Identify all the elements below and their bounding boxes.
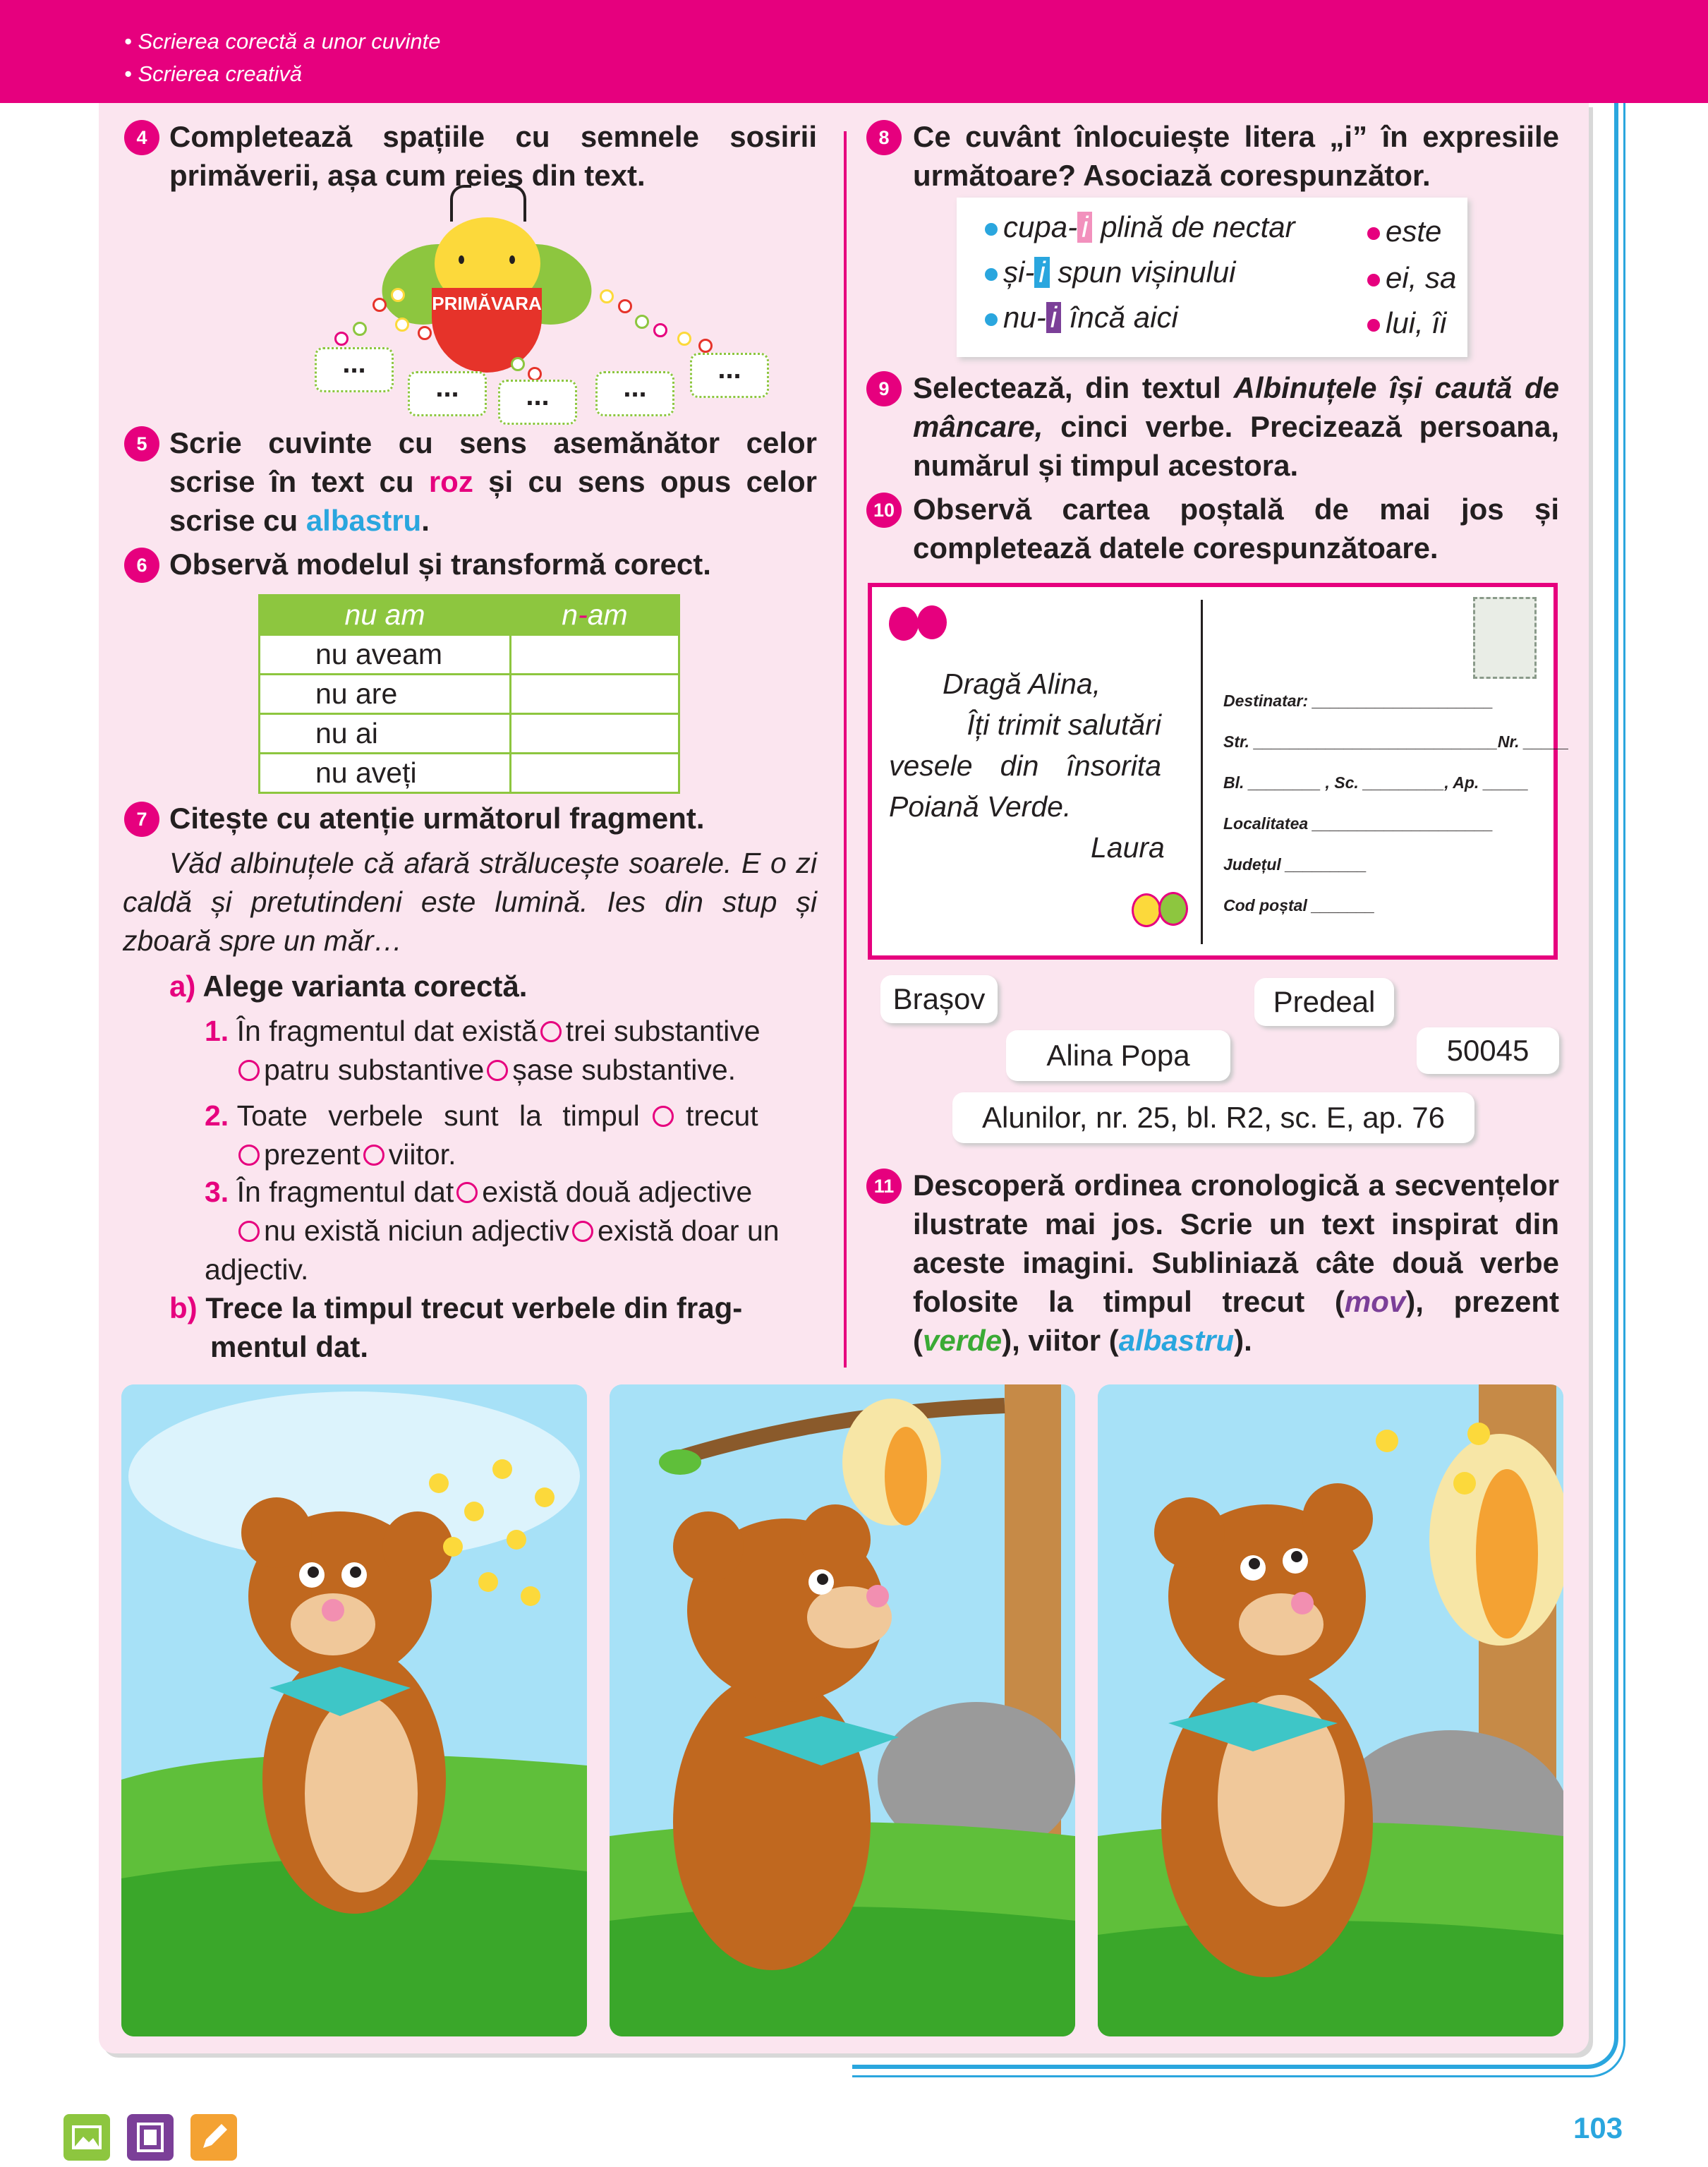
fragment-text: Văd albinuțele că afară strălucește soarele. E o zi caldă și pretutindeni este lumină. Ies din stup și zboară spre un măr…	[123, 847, 817, 957]
field-street: Str. ___________________________Nr. _____	[1223, 732, 1569, 751]
bee-eye	[509, 255, 515, 264]
answer-chip[interactable]: 50045	[1417, 1027, 1559, 1074]
film-icon[interactable]	[127, 2114, 174, 2161]
exercise-11-text	[913, 1166, 1559, 1360]
match-text: spun vișinului	[1049, 255, 1236, 289]
butterfly-icon	[1129, 888, 1192, 937]
match-left-3[interactable]	[985, 301, 1178, 334]
exercise-8-text: Ce cuvânt înlocuiește litera „i” în expresiile următoare? Asociază corespunzător.	[913, 120, 1559, 192]
postcard-line: vesele din însorita	[889, 749, 1161, 782]
page-number: 103	[1573, 2111, 1623, 2144]
q2-option-2: prezent	[264, 1138, 361, 1171]
match-right-3[interactable]	[1367, 306, 1446, 340]
postcard-line: Poiană Verde.	[889, 790, 1072, 823]
exercise-number-10: 10	[866, 493, 902, 528]
transform-table	[258, 594, 680, 794]
ex11-part: Descoperă ordinea cronologică a secvențelor ilustrate mai jos. Scrie un text inspirat din aceste imagini. Subliniază câte două verbe folosite la timpul trecut (	[913, 1169, 1559, 1318]
match-box	[957, 198, 1467, 357]
match-text: și-	[1003, 255, 1035, 289]
answer-chip[interactable]: Alina Popa	[1006, 1030, 1230, 1081]
ex5-part: .	[421, 504, 430, 537]
postcard-greeting: Dragă Alina,	[943, 668, 1101, 700]
bear-bees-illustration	[121, 1384, 587, 2036]
question-2	[205, 1097, 818, 1174]
radio-option[interactable]	[572, 1221, 593, 1242]
match-text: cupa-	[1003, 210, 1078, 243]
ex11-part: ), prezent (	[913, 1285, 1559, 1357]
dot-ring	[677, 332, 691, 346]
story-image-3	[1098, 1384, 1563, 2036]
table-row	[260, 635, 679, 675]
subtask-b	[169, 1288, 817, 1366]
ex11-part: ).	[1234, 1324, 1252, 1357]
q2-option-1: trecut	[686, 1099, 758, 1132]
bullet	[985, 268, 998, 281]
postcard-divider	[1201, 600, 1203, 944]
exercise-9-text	[913, 368, 1559, 485]
answer-box[interactable]: ...	[315, 347, 394, 392]
highlight-i: i	[1077, 212, 1092, 243]
q3-option-2: nu există niciun adjectiv	[264, 1214, 570, 1247]
q3-text: În fragmentul dat	[236, 1176, 454, 1208]
q3-option-1: există două adjective	[482, 1176, 753, 1208]
match-right-2[interactable]	[1367, 261, 1456, 295]
field-judet: Județul _________	[1223, 855, 1367, 874]
q2-num: 2.	[205, 1099, 229, 1132]
match-text: încă aici	[1061, 301, 1178, 334]
bee-antenna	[505, 185, 526, 222]
ex9-part: Selectează, din textul	[913, 371, 1234, 404]
bear-tree-illustration	[610, 1384, 1075, 2036]
field-block: Bl. ________ , Sc. _________, Ap. _____	[1223, 773, 1529, 792]
q1-option-2: patru substantive	[264, 1054, 485, 1086]
table-row	[260, 675, 679, 714]
postcard-line: Îți trimit salutări	[967, 708, 1161, 741]
highlight-i: i	[1034, 257, 1049, 288]
answer-cell[interactable]	[511, 675, 679, 714]
answer-chip[interactable]: Alunilor, nr. 25, bl. R2, sc. E, ap. 76	[952, 1092, 1474, 1143]
exercise-number-11: 11	[866, 1169, 902, 1204]
dot-ring	[395, 318, 409, 332]
field-destinatar: Destinatar: ____________________	[1223, 692, 1494, 710]
answer-cell[interactable]	[511, 754, 679, 793]
ex5-albastru: albastru	[305, 504, 422, 537]
field-label: Bl.	[1223, 773, 1244, 792]
bee-eye	[459, 255, 464, 264]
answer-box[interactable]: ...	[408, 371, 487, 416]
subtask-b-text: Trece la timpul trecut verbele din frag-	[205, 1291, 743, 1324]
table-head-2	[511, 596, 679, 635]
question-1	[205, 1012, 818, 1089]
pencil-icon[interactable]	[190, 2114, 237, 2161]
highlight-i: i	[1046, 302, 1061, 333]
head-apostrophe: -	[578, 598, 588, 631]
exercise-number-9: 9	[866, 371, 902, 406]
table-cell: nu are	[260, 675, 511, 714]
postcard	[868, 583, 1569, 960]
dot-ring	[511, 357, 525, 371]
match-text: este	[1386, 215, 1442, 248]
bullet	[985, 313, 998, 326]
field-label: Destinatar:	[1223, 692, 1309, 710]
subtask-a	[169, 967, 527, 1006]
q3-num: 3.	[205, 1176, 229, 1208]
dot-ring	[528, 367, 542, 381]
table-head-1: nu am	[260, 596, 511, 635]
field-label: Județul	[1223, 855, 1281, 874]
ex11-part: ), viitor (	[1002, 1324, 1119, 1357]
header-tag-1: • Scrierea corectă a unor cuvinte	[124, 29, 441, 54]
q2-text: Toate verbele sunt la timpul	[236, 1099, 640, 1132]
answer-cell[interactable]	[511, 635, 679, 675]
dot-ring	[391, 288, 405, 302]
bullet	[1367, 319, 1380, 332]
story-image-1	[121, 1384, 587, 2036]
bullet	[985, 223, 998, 236]
wing	[917, 605, 947, 639]
radio-option[interactable]	[238, 1221, 260, 1242]
table-cell: nu aveam	[260, 635, 511, 675]
dot-ring	[334, 332, 349, 346]
postcard-signature: Laura	[1091, 831, 1165, 864]
pencil-icon-glyph	[190, 2114, 237, 2161]
page-header	[0, 0, 1708, 103]
radio-option[interactable]	[238, 1145, 260, 1166]
answer-chip[interactable]: Brașov	[880, 975, 998, 1023]
dot-ring	[653, 323, 667, 337]
butterfly-icon	[886, 603, 950, 652]
exercise-number-5: 5	[124, 426, 159, 461]
exercise-number-7: 7	[124, 802, 159, 837]
match-text: nu-	[1003, 301, 1046, 334]
question-3	[205, 1173, 818, 1289]
radio-option[interactable]	[487, 1060, 508, 1081]
exercise-number-6: 6	[124, 548, 159, 583]
ex11-albastru: albastru	[1118, 1324, 1235, 1357]
dot-ring	[635, 315, 649, 329]
match-right-1[interactable]	[1367, 215, 1441, 248]
field-cod: Cod poștal _______	[1223, 896, 1375, 915]
subtask-b-text-2: mentul dat.	[210, 1330, 369, 1363]
table-cell: nu ai	[260, 714, 511, 754]
exercise-number-4: 4	[124, 120, 159, 155]
exercise-5-text	[169, 423, 817, 540]
image-icon[interactable]	[63, 2114, 110, 2161]
column-divider	[844, 131, 847, 1368]
match-left-2[interactable]	[985, 255, 1235, 289]
bee-label: PRIMĂVARA	[432, 293, 542, 314]
radio-option[interactable]	[363, 1145, 384, 1166]
dot-ring	[600, 289, 614, 303]
wing	[1158, 892, 1188, 926]
field-label: Localitatea	[1223, 814, 1309, 833]
ex5-part: și cu sens opus celor scrise cu	[169, 465, 817, 537]
exercise-10-text: Observă cartea poștală de mai jos și completează datele corespunzătoare.	[913, 493, 1559, 565]
ex9-title: Albinuțele își caută de mâncare,	[913, 371, 1559, 443]
q1-option-3: șase substantive.	[512, 1054, 737, 1086]
bullet	[1367, 227, 1380, 240]
film-icon-glyph	[127, 2114, 174, 2161]
q1-text: În fragmentul dat există	[236, 1015, 538, 1047]
q2-option-3: viitor.	[388, 1138, 456, 1171]
bullet	[1367, 274, 1380, 286]
table-cell: nu aveți	[260, 754, 511, 793]
exercise-7-text: Citește cu atenție următorul fragment.	[169, 802, 705, 835]
head-part: n	[562, 598, 579, 631]
subtask-a-text: Alege varianta corectă.	[202, 970, 528, 1003]
match-text: plină de nectar	[1092, 210, 1295, 243]
q1-option-1: trei substantive	[565, 1015, 761, 1047]
table-header	[260, 596, 679, 635]
q1-num: 1.	[205, 1015, 229, 1047]
dot-ring	[618, 299, 632, 313]
dot-ring	[353, 322, 367, 336]
match-text: ei, sa	[1386, 261, 1457, 294]
answer-box[interactable]: ...	[595, 371, 674, 416]
dot-ring	[418, 326, 432, 340]
radio-option[interactable]	[653, 1106, 674, 1127]
field-label: , Ap.	[1444, 773, 1479, 792]
ex5-roz: roz	[428, 465, 473, 498]
answer-box[interactable]: ...	[690, 353, 769, 398]
head-part: am	[587, 598, 628, 631]
field-localitate: Localitatea ____________________	[1223, 814, 1494, 833]
field-label: Nr.	[1497, 732, 1520, 751]
subtask-a-label: a)	[169, 970, 196, 1003]
subtask-b-label: b)	[169, 1291, 198, 1324]
ex9-part: cinci verbe. Precizează persoana, numărul și timpul acestora.	[913, 410, 1559, 482]
field-label: , Sc.	[1325, 773, 1359, 792]
bee-antenna	[450, 185, 471, 222]
field-label: Cod poștal	[1223, 896, 1307, 915]
dot-ring	[373, 298, 387, 312]
ex11-verde: verde	[923, 1324, 1003, 1357]
wing	[889, 607, 919, 641]
header-tag-2: • Scrierea creativă	[124, 61, 303, 86]
image-icon-glyph	[63, 2114, 110, 2161]
radio-option[interactable]	[456, 1182, 478, 1203]
exercise-6-text: Observă modelul și transformă corect.	[169, 548, 711, 581]
story-image-2	[610, 1384, 1075, 2036]
q3-option-3: există doar un adjectiv.	[205, 1214, 780, 1286]
exercise-4-text: Completează spațiile cu semnele sosirii primăverii, așa cum reies din text.	[169, 120, 817, 192]
answer-box[interactable]: ...	[498, 380, 577, 425]
answer-chip[interactable]: Predeal	[1254, 978, 1394, 1026]
radio-option[interactable]	[540, 1021, 562, 1042]
postage-stamp	[1473, 597, 1537, 679]
bear-hive-illustration	[1098, 1384, 1563, 2036]
dot-ring	[698, 339, 713, 353]
exercise-number-8: 8	[866, 120, 902, 155]
match-left-1[interactable]	[985, 210, 1295, 244]
wing	[1132, 893, 1161, 927]
header-tags	[124, 25, 441, 90]
match-text: lui, îi	[1386, 306, 1447, 339]
table-row	[260, 754, 679, 793]
ex5-part: Scrie cuvinte cu sens asemănător celor scrise în text cu	[169, 426, 817, 498]
answer-cell[interactable]	[511, 714, 679, 754]
field-label: Str.	[1223, 732, 1250, 751]
ex11-mov: mov	[1344, 1285, 1406, 1318]
table-row	[260, 714, 679, 754]
radio-option[interactable]	[238, 1060, 260, 1081]
